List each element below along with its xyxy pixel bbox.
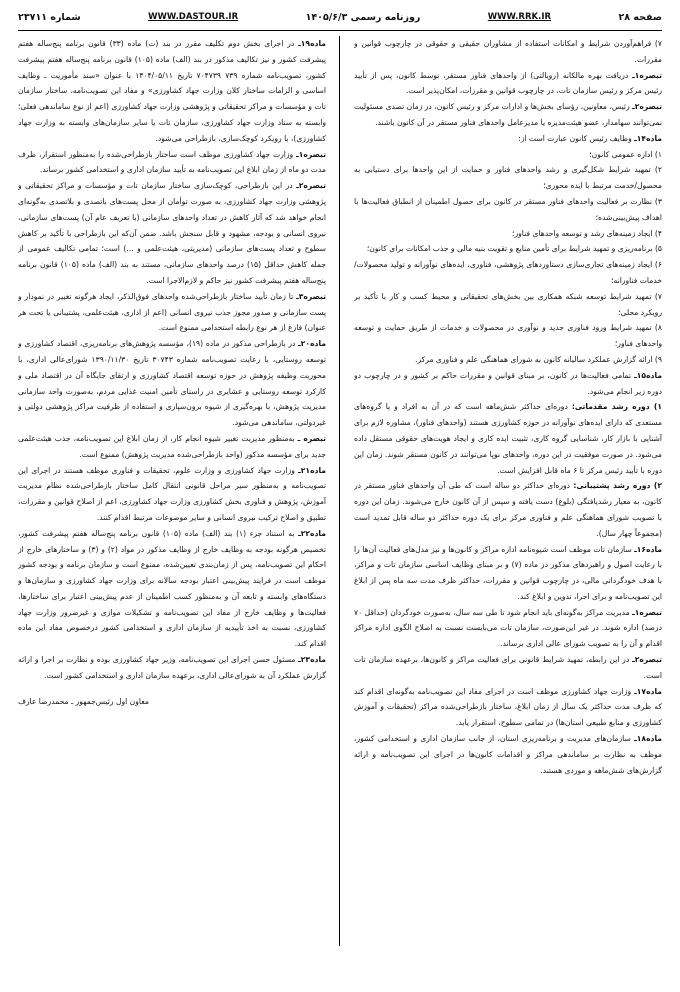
article-heading: ماده۱۴ـ <box>634 133 662 143</box>
paragraph-text: ۴) ایجاد زمینه‌های رشد و توسعه واحدهای فناور؛ <box>512 228 662 238</box>
article-heading: ماده۲۲ـ <box>298 528 326 538</box>
article-heading: تبصره۱ـ <box>296 149 326 159</box>
paragraph <box>18 178 326 289</box>
right-column <box>354 36 662 980</box>
paragraph <box>354 399 662 478</box>
paragraph-text: ۶) ایجاد زمینه‌های تجاری‌سازی دستاوردهای پژوهشی، فناوری، ایده‌های نوآورانه و تولید محصولات/ خدمات فناورانه؛ <box>354 260 662 285</box>
paragraph <box>354 542 662 605</box>
paragraph-text: به‌منظور مدیریت تغییر شیوه انجام کار، از زمان ابلاغ این تصویب‌نامه، جذب هیئت‌علمی جدید برای مؤسسه مذکور (واحد بازطراحی‌شده مدیریت پژوهش) ممنوع است. <box>18 433 326 459</box>
paragraph-text: ۳) نظارت بر فعالیت واحدهای فناور مستقر در کانون برای حصول اطمینان از انطباق فعالیت‌ها با اهداف پیش‌بینی‌شده؛ <box>354 196 662 222</box>
paragraph <box>354 352 662 368</box>
paragraph-text: مسئول حسن اجرای این تصویب‌نامه، وزیر جهاد کشاورزی بوده و نظارت بر اجرا و ارائه گزارش عملکرد آن به شورای‌عالی اداری، برعهده سازمان اداری و استخدامی کشور است. <box>18 655 326 680</box>
article-heading: تبصره۲ـ <box>632 102 662 112</box>
paragraph <box>354 147 662 163</box>
article-heading: تبصره۲ـ <box>632 655 662 665</box>
paragraph <box>354 289 662 321</box>
left-column <box>18 36 326 980</box>
page-number: صفحه ۲۸ <box>618 11 662 23</box>
paragraph <box>354 684 662 731</box>
paragraph <box>354 162 662 194</box>
paragraph <box>18 652 326 684</box>
article-heading: ماده۱۹ـ <box>298 39 326 48</box>
paragraph <box>354 241 662 257</box>
paragraph <box>354 257 662 289</box>
article-heading: ماده۲۰ـ <box>298 339 326 349</box>
paragraph <box>18 289 326 336</box>
column-divider <box>339 36 340 946</box>
paragraph-text: ۷) فراهم‌آوردن شرایط و امکانات استفاده از مشاوران حقیقی و حقوقی در چارچوب قوانین و مقررات. <box>354 39 662 64</box>
paragraph-text: ۵) برنامه‌ریزی و تمهید شرایط برای تأمین منابع و تقویت بنیه مالی و جذب امکانات برای کانون؛ <box>366 244 662 254</box>
paragraph-text: دریافت بهره مالکانه (رویالتی) از واحدهای فناور مستقر، توسط کانون، پس از تأیید رئیس مرکز و رئیس سازمان تات، در چارچوب قوانین و مقررات، امکان‌پذیر است. <box>354 70 662 96</box>
paragraph <box>354 194 662 226</box>
dastour-link[interactable]: WWW.DASTOUR.IR <box>148 12 239 22</box>
header-rule <box>18 30 662 31</box>
gazette-date: روزنامه رسمی ۱۴۰۵/۶/۳ <box>305 11 421 23</box>
paragraph-text: ۱) اداره عمومی کانون؛ <box>589 149 662 159</box>
article-heading: تبصره۱ـ <box>632 70 662 80</box>
paragraph <box>354 605 662 652</box>
paragraph-text: دوره‌ای حداکثر دو ساله است که طی آن واحدهای فناور مستقر در کانون، به معیار رشدیافتگی (بلوغ) دست یافته و سپس از آن کانون خارج می‌شوند. زمان این دوره با تصویب شورای هماهنگی علم و فناوری مرکز برای یک دوره حداکثر دو ساله قابل تمدید است (مجموعاً چهار سال). <box>354 481 662 538</box>
paragraph <box>18 431 326 463</box>
paragraph-text: ۲) تمهید شرایط شکل‌گیری و رشد واحدهای فناور و حمایت از این واحدها برای دستیابی به محصول/خدمت مرتبط با ایده محوری؛ <box>354 165 662 191</box>
paragraph <box>354 68 662 100</box>
article-heading: ماده۱۷ـ <box>634 686 662 696</box>
paragraph-text: مدیریت مراکز به‌گونه‌ای باید انجام شود تا طی سه سال، به‌صورت خودگردان (حداقل ۷۰ درصد) اداره شوند. در غیر این‌صورت، سازمان تات می‌بایست نسبت به اصلاح الگوی اداره مراکز اقدام و آن را به تصویب شورای عالی اداری برساند. <box>354 607 662 649</box>
paragraph <box>354 652 662 684</box>
article-heading: ۲) دوره رشد پشتیبانی: <box>573 481 662 491</box>
rrk-link[interactable]: WWW.RRK.IR <box>487 12 552 22</box>
paragraph <box>354 731 662 778</box>
paragraph-text: وزارت جهاد کشاورزی موظف است ساختار بازطراحی‌شده را به‌منظور استقرار، ظرف مدت دو ماه از زمان ابلاغ این تصویب‌نامه به تأیید سازمان اداری و استخدامی کشور برساند. <box>18 149 326 175</box>
paragraph-text: وزارت جهاد کشاورزی و وزارت علوم، تحقیقات و فناوری موظف هستند در اجرای این تصویب‌نامه و به‌منظور سیر مراحل قانونی انتقال کامل ساختار بازطراحی‌شده نظام مدیریت آموزش، پژوهش و فناوری بخش کشاورزی وزارت جهاد کشاورزی، اعم از اصلاح قوانین و مقررات، تطبیق و اصلاح ترکیب نیروی انسانی و سایر موضوعات مرتبط اقدام کنند. <box>18 465 326 522</box>
article-heading: ماده۲۱ـ <box>298 465 326 475</box>
paragraph <box>354 36 662 68</box>
article-heading: تبصره۱ـ <box>632 607 662 617</box>
paragraph <box>18 463 326 526</box>
paragraph-text: ۷) تمهید شرایط توسعه شبکه همکاری بین بخش‌های تحقیقاتی و محیط کسب و کار با تأکید بر رویکرد محلی؛ <box>354 291 662 317</box>
paragraph-text: سازمان تات موظف است شیوه‌نامه اداره مراکز و کانون‌ها و نیز مدل‌های فعالیت آن‌ها را با رعایت اصول و راهبردهای مذکور در ماده (۷) و بر مبنای وظایف اساسی سازمان تات و مراکز، با هدف خودگردانی مالی، در چارچوب قوانین و مقررات، حداکثر ظرف مدت سه ماه پس از ابلاغ این تصویب‌نامه و برای اجرا، تدوین و ابلاغ کند. <box>354 544 662 601</box>
paragraph <box>354 320 662 352</box>
paragraph-text: به استناد جزء (۱) بند (الف) ماده (۱۰۵) قانون برنامه پنج‌ساله هفتم پیشرفت کشور، تخصیص هرگونه بودجه به وظایف خارج از وظایف مذکور در مواد (۲) و (۳) و ساختارهای خارج از احکام این تصویب‌نامه، پس از زمان‌بندی تعیین‌شده، ممنوع است و سازمان برنامه و بودجه کشور موظف است در فرایند پیش‌بینی اعتبار بودجه سالانه برای وزارت جهاد کشاورزی و سازمان‌ها و دستگاه‌های وابسته و تابعه آن و به‌منظور کسب اطمینان از عدم پیش‌بینی اعتبار برای ساختارها، فعالیت‌ها و وظایف خارج از مفاد این تصویب‌نامه و تشکیلات موازی و غیرضرور وزارت جهاد کشاورزی، نسبت به اخذ تأییدیه از سازمان اداری و استخدامی کشور درخصوص مفاد این ماده اقدام کند. <box>18 528 326 649</box>
paragraph-text: وظایف رئیس کانون عبارت است از: <box>518 133 635 143</box>
paragraph-text: ۸) تمهید شرایط ورود فناوری جدید و نوآوری در محصولات و خدمات از طریق حمایت و توسعه واحدهای فناور؛ <box>354 323 662 349</box>
paragraph <box>354 478 662 541</box>
paragraph-text: در اجرای بخش دوم تکلیف مقرر در بند (ت) ماده (۳۳) قانون برنامه پنج‌ساله هفتم پیشرفت کشور و نیز تکالیف مذکور در بند (الف) ماده (۱۰۵) قانون برنامه پنج‌ساله هفتم پیشرفت کشور، تصویب‌نامه شماره ۷۳۹ ۷۰۴۷۳۹ تاریخ ۱۴۰۴/۰۵/۱۱ با عنوان «سند مأموریت ـ وظایف اساسی و الزامات ساختار کلان وزارت جهاد کشاورزی» و مفاد این تصویب‌نامه، ساختار سازمان تات و مؤسسات و مراکز تحقیقاتی و پژوهشی وزارت جهاد کشاورزی (اعم از نوع ساماندهی فعلی؛ وابسته به ستاد وزارت جهاد کشاورزی، سازمان تات یا سایر سازمان‌های وابسته به وزارت جهاد کشاورزی)، با رویکرد کوچک‌سازی، بازطراحی می‌شود. <box>18 39 326 143</box>
paragraph <box>354 226 662 242</box>
paragraph <box>18 147 326 179</box>
paragraph-text: تا زمان تأیید ساختار بازطراحی‌شده واحدهای فوق‌الذکر، ایجاد هرگونه تغییر در نمودار و پست سازمانی و صدور مجوز جذب نیروی انسانی (اعم از اداری، هیئت‌علمی، پشتیبانی یا تحت هر عنوان) فارغ از هر نوع رابطه استخدامی ممنوع است. <box>18 291 326 333</box>
paragraph-text: دوره‌ای حداکثر شش‌ماهه است که در آن به افراد و یا گروه‌های مستعدی که دارای ایده‌های نوآورانه در حوزه کشاورزی هستند (واحدهای فناور)، مشاوره لازم برای آشنایی با بازار کار، شناسایی گروه کاری، تثبیت ایده کاری و ایجاد هویت‌های حقوقی مستقل داده می‌شود. در صورت موفقیت در این دوره، واحدهای نوپا می‌توانند در کانون مستقر شوند. زمان این دوره با تأیید رئیس مرکز تا ۶ ماه قابل افزایش است. <box>354 402 662 475</box>
paragraph-text: در این رابطه، تمهید شرایط قانونی برای فعالیت مراکز و کانون‌ها، برعهده سازمان تات است. <box>354 655 662 680</box>
paragraph <box>18 526 326 652</box>
paragraph-text: رئیس، معاونین، رؤسای بخش‌ها و ادارات مرکز و رئیس کانون، در زمان تصدی مسئولیت نمی‌توانند سهامدار، عضو هیئت‌مدیره یا مدیرعامل واحدهای فناور مستقر در آن کانون باشند. <box>354 102 662 127</box>
paragraph <box>18 36 326 147</box>
article-heading: تبصره ـ <box>297 433 326 443</box>
paragraph-text: در بازطراحی مذکور در ماده (۱۹)، مؤسسه پژوهش‌های برنامه‌ریزی، اقتصاد کشاورزی و توسعه روستایی، با رعایت تصویب‌نامه شماره ۳۰۷۴۳ تاریخ ۱۳۹۰/۱۱/۳۰ شورای‌عالی اداری، با محوریت وظیفه پژوهش در حوزه توسعه اقتصاد کشاورزی و ارتقای جایگاه آن در اقتصاد ملی و کارکرد توسعه روستایی و عشایری در راستای تأمین امنیت غذایی مردم، به‌صورت واحد سازمانی مدیریت پژوهش، با بهره‌گیری از شیوه برون‌سپاری و استفاده از ظرفیت مراکز پژوهشی دولتی و غیردولتی، ساماندهی می‌شود. <box>18 339 326 428</box>
paragraph <box>354 368 662 400</box>
signature: معاون اول رئیس‌جمهور ـ محمدرضا عارف <box>18 696 149 706</box>
paragraph <box>354 99 662 131</box>
paragraph-text: ۹) ارائه گزارش عملکرد سالیانه کانون به شورای هماهنگی علم و فناوری مرکز. <box>415 354 662 364</box>
issue-number: شماره ۲۳۷۱۱ <box>18 11 81 23</box>
paragraph-text: وزارت جهاد کشاورزی موظف است در اجرای مفاد این تصویب‌نامه به‌گونه‌ای اقدام کند که ظرف مدت حداکثر یک سال از زمان ابلاغ، ساختار بازطراحی‌شده مراکز (تحقیقات و آموزش کشاورزی و منابع طبیعی استان‌ها) در تمامی سطوح، استقرار یابد. <box>354 686 662 728</box>
paragraph-text: سازمان‌های مدیریت و برنامه‌ریزی استان، از جانب سازمان اداری و استخدامی کشور، موظف به نظارت بر ساماندهی مراکز و اقدامات کانون‌ها در اجرای این تصویب‌نامه و ارائه گزارش‌های شش‌ماهه و موردی هستند. <box>354 734 662 775</box>
paragraph-text: در این بازطراحی، کوچک‌سازی ساختار سازمان تات و مؤسسات و مراکز تحقیقاتی و پژوهشی وزارت جهاد کشاورزی، به صورت توأمان از محل پست‌های باتصدی و بلاتصدی به‌گونه‌ای انجام خواهد شد که آثار کاهش در تعداد واحدهای سازمانی (با تعریف عام آن) پست‌های سازمانی، نیروی انسانی و بودجه، مشهود و قابل سنجش باشد. ضمن آن‌که این بازطراحی با تأکید بر کاهش سطوح و تعداد پست‌های سازمانی (مدیریتی، هیئت‌علمی و ...) است؛ تمامی تکالیف عمومی از جمله کاهش حداقل (۱۵) درصد واحدهای سازمانی، مستند به بند (الف) ماده (۱۰۵) قانون برنامه پنج‌ساله هفتم پیشرفت کشور نیز حاکم و لازم‌الاجرا است. <box>18 181 326 285</box>
article-heading: ۱) دوره رشد مقدماتی: <box>571 402 662 412</box>
article-heading: ماده۱۸ـ <box>634 734 662 744</box>
paragraph-text: تمامی فعالیت‌ها در کانون، بر مبنای قوانین و مقررات حاکم بر کشور و در چارچوب دو دوره زیر انجام می‌شود. <box>354 370 662 396</box>
article-heading: تبصره۲ـ <box>296 181 326 191</box>
paragraph <box>354 131 662 147</box>
article-heading: ماده۱۵ـ <box>634 370 662 380</box>
paragraph <box>18 336 326 431</box>
page-header <box>18 8 662 26</box>
article-heading: تبصره۳ـ <box>296 291 326 301</box>
article-heading: ماده۲۳ـ <box>298 655 326 665</box>
article-heading: ماده۱۶ـ <box>634 544 662 554</box>
